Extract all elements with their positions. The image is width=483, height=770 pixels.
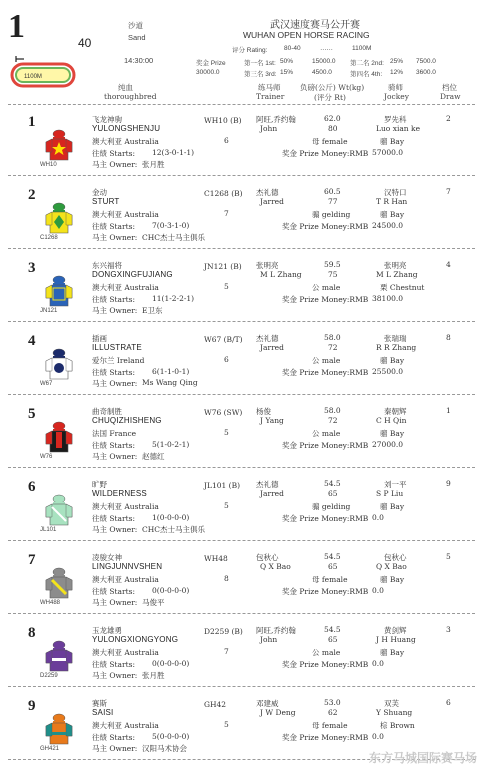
jockey-silk-icon	[42, 347, 76, 381]
jockey-cn: 双芙	[384, 699, 399, 708]
horse-colour: 骝 Bay	[380, 575, 405, 584]
col-breed-en: thoroughbred	[104, 92, 157, 101]
jockey-silk-icon	[42, 493, 76, 527]
horse-name-en: YULONGSHENJU	[92, 124, 161, 133]
col-breed-cn: 纯血	[118, 83, 133, 92]
prize-label: 奖金 Prize	[196, 60, 226, 67]
p1-label: 第一名 1st:	[244, 60, 276, 67]
horse-colour: 骝 Bay	[380, 502, 405, 511]
horse-origin: 法国 France	[92, 429, 137, 438]
draw-number: 1	[446, 406, 451, 415]
prize-money-value: 0.0	[372, 586, 384, 595]
horse-name-cn: 东兴福将	[92, 261, 122, 270]
silk-code: WH10	[40, 162, 57, 168]
owner-label: 马主 Owner:	[92, 598, 138, 607]
horse-code: JN121 (B)	[204, 262, 242, 271]
p3-label: 第三名 3rd:	[244, 71, 277, 78]
race-title-en: WUHAN OPEN HORSE RACING	[243, 30, 370, 40]
horse-name-en: YULONGXIONGYONG	[92, 635, 179, 644]
rating: 80	[328, 124, 338, 133]
row-divider	[8, 394, 475, 395]
jockey-silk-icon	[42, 712, 76, 746]
jockey-cn: 罗先科	[384, 115, 407, 124]
starts-label: 往绩 Starts:	[92, 441, 135, 450]
horse-origin: 爱尔兰 Ireland	[92, 356, 145, 365]
horse-name-en: LINGJUNNVSHEN	[92, 562, 163, 571]
horse-sex: 母 female	[312, 575, 348, 584]
horse-code: D2259 (B)	[204, 627, 243, 636]
horse-code: GH42	[204, 700, 227, 709]
silk-code: C1268	[40, 235, 58, 241]
header-divider	[8, 104, 475, 105]
horse-code: JL101 (B)	[204, 481, 241, 490]
track-distance-label: 1100M	[24, 74, 42, 80]
owner-name: 马俊平	[142, 598, 165, 607]
horse-origin: 澳大利亚 Australia	[92, 721, 159, 730]
p1-pct: 50%	[280, 58, 294, 65]
owner-name: E卫东	[142, 306, 163, 315]
silk-code: WH488	[40, 600, 61, 606]
draw-number: 2	[446, 114, 451, 123]
rating: 75	[328, 270, 338, 279]
runner-row	[0, 473, 483, 545]
starts-record: 7(0-3-1-0)	[152, 221, 190, 230]
race-distance-tag: 40	[78, 36, 92, 50]
owner-name: 张月胜	[142, 160, 165, 169]
horse-code: WH48	[204, 554, 228, 563]
starts-record: 0(0-0-0-0)	[152, 586, 190, 595]
prize-money-label: 奖金 Prize Money:RMB	[282, 587, 369, 596]
horse-age: 7	[224, 647, 229, 656]
runner-number: 5	[28, 406, 36, 422]
row-divider	[8, 540, 475, 541]
horse-age: 5	[224, 428, 229, 437]
jockey-en: R R Zhang	[376, 343, 417, 352]
starts-label: 往绩 Starts:	[92, 149, 135, 158]
prize-money-label: 奖金 Prize Money:RMB	[282, 660, 369, 669]
rating: 65	[328, 635, 338, 644]
p1-amount: 15000.0	[312, 58, 336, 65]
trainer-en: M L Zhang	[260, 270, 302, 279]
silk-code: GH421	[40, 746, 60, 752]
weight-kg: 54.5	[324, 552, 341, 561]
draw-number: 8	[446, 333, 451, 342]
trainer-cn: 杰礼德	[256, 480, 279, 489]
horse-age: 5	[224, 720, 229, 729]
horse-origin: 澳大利亚 Australia	[92, 137, 159, 146]
owner-label: 马主 Owner:	[92, 671, 138, 680]
horse-age: 8	[224, 574, 229, 583]
horse-name-en: SAISI	[92, 708, 114, 717]
weight-kg: 59.5	[324, 260, 341, 269]
horse-name-cn: 插画	[92, 334, 107, 343]
owner-name: Ms Wang Qing	[142, 378, 198, 387]
weight-kg: 62.0	[324, 114, 341, 123]
trainer-en: Q X Bao	[260, 562, 291, 571]
trainer-en: Jarred	[260, 343, 284, 352]
silk-code: JL101	[40, 527, 57, 533]
owner-label: 马主 Owner:	[92, 744, 138, 753]
runner-number: 8	[28, 625, 36, 641]
p2-label: 第二名 2nd:	[350, 60, 384, 67]
trainer-en: Jarred	[260, 197, 284, 206]
prize-total: 30000.0	[196, 69, 220, 76]
horse-name-en: WILDERNESS	[92, 489, 147, 498]
race-time: 14:30:00	[124, 56, 154, 65]
rating: 65	[328, 489, 338, 498]
p4-pct: 12%	[390, 69, 404, 76]
prize-money-value: 0.0	[372, 513, 384, 522]
col-trainer-en: Trainer	[256, 92, 285, 101]
rating: 72	[328, 416, 338, 425]
runner-number: 7	[28, 552, 36, 568]
owner-name: CHC杰士马主俱乐	[142, 525, 206, 534]
weight-kg: 54.5	[324, 625, 341, 634]
jockey-cn: 刘一平	[384, 480, 407, 489]
horse-name-cn: 金动	[92, 188, 107, 197]
row-divider	[8, 613, 475, 614]
jockey-en: Luo xian ke	[376, 124, 421, 133]
runner-row	[0, 181, 483, 253]
horse-code: W67 (B/T)	[204, 335, 243, 344]
horse-sex: 公 male	[312, 356, 341, 365]
col-weight-en: (评分 Rt)	[314, 93, 346, 102]
weight-kg: 60.5	[324, 187, 341, 196]
horse-origin: 澳大利亚 Australia	[92, 502, 159, 511]
horse-name-en: ILLUSTRATE	[92, 343, 142, 352]
row-divider	[8, 686, 475, 687]
p2-amount: 7500.0	[416, 58, 436, 65]
rating: 62	[328, 708, 338, 717]
p3-pct: 15%	[280, 69, 294, 76]
starts-label: 往绩 Starts:	[92, 368, 135, 377]
starts-record: 5(0-0-0-0)	[152, 732, 190, 741]
prize-money-value: 0.0	[372, 659, 384, 668]
p2-pct: 25%	[390, 58, 404, 65]
prize-money-label: 奖金 Prize Money:RMB	[282, 733, 369, 742]
horse-name-cn: 赛斯	[92, 699, 107, 708]
starts-record: 6(1-1-0-1)	[152, 367, 190, 376]
jockey-cn: 张瑞瑞	[384, 334, 407, 343]
prize-money-label: 奖金 Prize Money:RMB	[282, 222, 369, 231]
jockey-cn: 包秋心	[384, 553, 407, 562]
horse-code: WH10 (B)	[204, 116, 242, 125]
starts-record: 11(1-2-2-1)	[152, 294, 195, 303]
p4-label: 第四名 4th:	[350, 71, 383, 78]
silk-code: D2259	[40, 673, 58, 679]
horse-name-cn: 旷野	[92, 480, 107, 489]
row-divider	[8, 248, 475, 249]
horse-colour: 棕 Brown	[380, 721, 415, 730]
col-jockey-en: Jockey	[384, 92, 409, 101]
watermark: 东方马城国际赛马场	[368, 751, 477, 765]
draw-number: 6	[446, 698, 451, 707]
runner-row	[0, 619, 483, 691]
draw-number: 9	[446, 479, 451, 488]
horse-sex: 骟 gelding	[312, 210, 351, 219]
weight-kg: 53.0	[324, 698, 341, 707]
rating: 65	[328, 562, 338, 571]
prize-money-value: 27000.0	[372, 440, 404, 449]
jockey-en: M L Zhang	[376, 270, 418, 279]
horse-name-en: STURT	[92, 197, 120, 206]
owner-label: 马主 Owner:	[92, 233, 138, 242]
horse-name-cn: 飞龙神驹	[92, 115, 122, 124]
horse-origin: 澳大利亚 Australia	[92, 210, 159, 219]
rating: 72	[328, 343, 338, 352]
row-divider	[8, 467, 475, 468]
owner-label: 马主 Owner:	[92, 379, 138, 388]
draw-number: 5	[446, 552, 451, 561]
starts-label: 往绩 Starts:	[92, 733, 135, 742]
trainer-en: J Yang	[260, 416, 284, 425]
horse-colour: 骝 Bay	[380, 210, 405, 219]
prize-money-label: 奖金 Prize Money:RMB	[282, 441, 369, 450]
jockey-cn: 汉特口	[384, 188, 407, 197]
runner-number: 4	[28, 333, 36, 349]
horse-origin: 澳大利亚 Australia	[92, 648, 159, 657]
col-weight-cn: 负磅(公斤) Wt(kg)	[300, 83, 365, 92]
rating-distance: 1100M	[352, 45, 372, 52]
trainer-cn: 杨俊	[256, 407, 271, 416]
jockey-en: S P Liu	[376, 489, 404, 498]
owner-label: 马主 Owner:	[92, 452, 138, 461]
trainer-cn: 阿旺,乔约翰	[256, 626, 296, 635]
starts-record: 5(1-0-2-1)	[152, 440, 190, 449]
horse-age: 6	[224, 136, 229, 145]
horse-code: C1268 (B)	[204, 189, 243, 198]
jockey-silk-icon	[42, 420, 76, 454]
runner-number: 1	[28, 114, 36, 130]
starts-label: 往绩 Starts:	[92, 222, 135, 231]
jockey-silk-icon	[42, 274, 76, 308]
runner-row	[0, 400, 483, 472]
prize-money-value: 0.0	[372, 732, 384, 741]
prize-money-value: 38100.0	[372, 294, 404, 303]
trainer-cn: 张明亮	[256, 261, 279, 270]
starts-record: 0(0-0-0-0)	[152, 659, 190, 668]
owner-label: 马主 Owner:	[92, 306, 138, 315]
jockey-cn: 秦朝辉	[384, 407, 407, 416]
prize-money-label: 奖金 Prize Money:RMB	[282, 149, 369, 158]
col-trainer-cn: 练马师	[258, 83, 281, 92]
runner-row	[0, 546, 483, 618]
surface-cn: 沙道	[128, 21, 143, 30]
p4-amount: 3600.0	[416, 69, 436, 76]
surface-en: Sand	[128, 33, 146, 42]
horse-name-cn: 玉龙雄勇	[92, 626, 122, 635]
owner-label: 马主 Owner:	[92, 525, 138, 534]
jockey-en: Y Shuang	[376, 708, 413, 717]
horse-sex: 公 male	[312, 283, 341, 292]
horse-sex: 骟 gelding	[312, 502, 351, 511]
runner-row	[0, 254, 483, 326]
weight-kg: 58.0	[324, 406, 341, 415]
row-divider	[8, 175, 475, 176]
horse-name-en: DONGXINGFUJIANG	[92, 270, 173, 279]
horse-sex: 公 male	[312, 429, 341, 438]
trainer-cn: 邓建威	[256, 699, 279, 708]
trainer-cn: 杰礼德	[256, 188, 279, 197]
horse-name-cn: 凌骏女神	[92, 553, 122, 562]
col-draw-cn: 档位	[442, 83, 457, 92]
horse-age: 5	[224, 282, 229, 291]
row-divider	[8, 321, 475, 322]
rating: 77	[328, 197, 338, 206]
prize-money-label: 奖金 Prize Money:RMB	[282, 368, 369, 377]
col-draw-en: Draw	[440, 92, 461, 101]
prize-money-label: 奖金 Prize Money:RMB	[282, 295, 369, 304]
horse-origin: 澳大利亚 Australia	[92, 575, 159, 584]
prize-money-label: 奖金 Prize Money:RMB	[282, 514, 369, 523]
runner-number: 6	[28, 479, 36, 495]
prize-money-value: 57000.0	[372, 148, 404, 157]
starts-label: 往绩 Starts:	[92, 295, 135, 304]
starts-label: 往绩 Starts:	[92, 514, 135, 523]
jockey-silk-icon	[42, 639, 76, 673]
trainer-cn: 包秋心	[256, 553, 279, 562]
horse-origin: 澳大利亚 Australia	[92, 283, 159, 292]
horse-code: W76 (SW)	[204, 408, 243, 417]
horse-age: 5	[224, 501, 229, 510]
silk-code: W67	[40, 381, 53, 387]
rating-label: 评分 Rating:	[232, 47, 268, 54]
p3-amount: 4500.0	[312, 69, 332, 76]
trainer-en: J W Deng	[260, 708, 296, 717]
jockey-en: C H Qin	[376, 416, 407, 425]
runner-row	[0, 327, 483, 399]
runner-number: 3	[28, 260, 36, 276]
owner-name: 汉阳马术协会	[142, 744, 187, 753]
horse-name-en: CHUQIZHISHENG	[92, 416, 162, 425]
runner-number: 9	[28, 698, 36, 714]
owner-name: 赵德红	[142, 452, 165, 461]
horse-age: 6	[224, 355, 229, 364]
draw-number: 4	[446, 260, 451, 269]
starts-record: 12(3-0-1-1)	[152, 148, 195, 157]
weight-kg: 58.0	[324, 333, 341, 342]
jockey-silk-icon	[42, 566, 76, 600]
silk-code: JN121	[40, 308, 58, 314]
race-title-cn: 武汉速度赛马公开赛	[270, 20, 360, 31]
owner-label: 马主 Owner:	[92, 160, 138, 169]
rating-value: 80-40	[284, 45, 301, 52]
starts-label: 往绩 Starts:	[92, 587, 135, 596]
draw-number: 7	[446, 187, 451, 196]
horse-colour: 骝 Bay	[380, 137, 405, 146]
horse-sex: 公 male	[312, 648, 341, 657]
silk-code: W76	[40, 454, 53, 460]
weight-kg: 54.5	[324, 479, 341, 488]
owner-name: CHC杰士马主俱乐	[142, 233, 206, 242]
trainer-cn: 杰礼德	[256, 334, 279, 343]
trainer-en: Jarred	[260, 489, 284, 498]
trainer-en: John	[260, 124, 278, 133]
horse-colour: 骝 Bay	[380, 648, 405, 657]
prize-money-value: 24500.0	[372, 221, 404, 230]
trainer-cn: 阿旺,乔约翰	[256, 115, 296, 124]
runner-number: 2	[28, 187, 36, 203]
horse-colour: 栗 Chestnut	[380, 283, 425, 292]
horse-sex: 母 female	[312, 721, 348, 730]
rating-dots: ……	[320, 45, 333, 52]
track-map-icon	[10, 54, 90, 88]
trainer-en: John	[260, 635, 278, 644]
starts-label: 往绩 Starts:	[92, 660, 135, 669]
horse-name-cn: 曲奇制胜	[92, 407, 122, 416]
horse-colour: 骝 Bay	[380, 356, 405, 365]
horse-sex: 母 female	[312, 137, 348, 146]
horse-colour: 骝 Bay	[380, 429, 405, 438]
runner-row	[0, 108, 483, 180]
jockey-silk-icon	[42, 128, 76, 162]
draw-number: 3	[446, 625, 451, 634]
jockey-en: J H Huang	[376, 635, 416, 644]
jockey-cn: 黄剑辉	[384, 626, 407, 635]
jockey-en: Q X Bao	[376, 562, 407, 571]
starts-record: 1(0-0-0-0)	[152, 513, 190, 522]
race-number: 1	[8, 8, 25, 45]
jockey-cn: 张明亮	[384, 261, 407, 270]
jockey-silk-icon	[42, 201, 76, 235]
jockey-en: T R Han	[376, 197, 408, 206]
horse-age: 7	[224, 209, 229, 218]
owner-name: 张月胜	[142, 671, 165, 680]
prize-money-value: 25500.0	[372, 367, 404, 376]
col-jockey-cn: 骑师	[388, 83, 403, 92]
